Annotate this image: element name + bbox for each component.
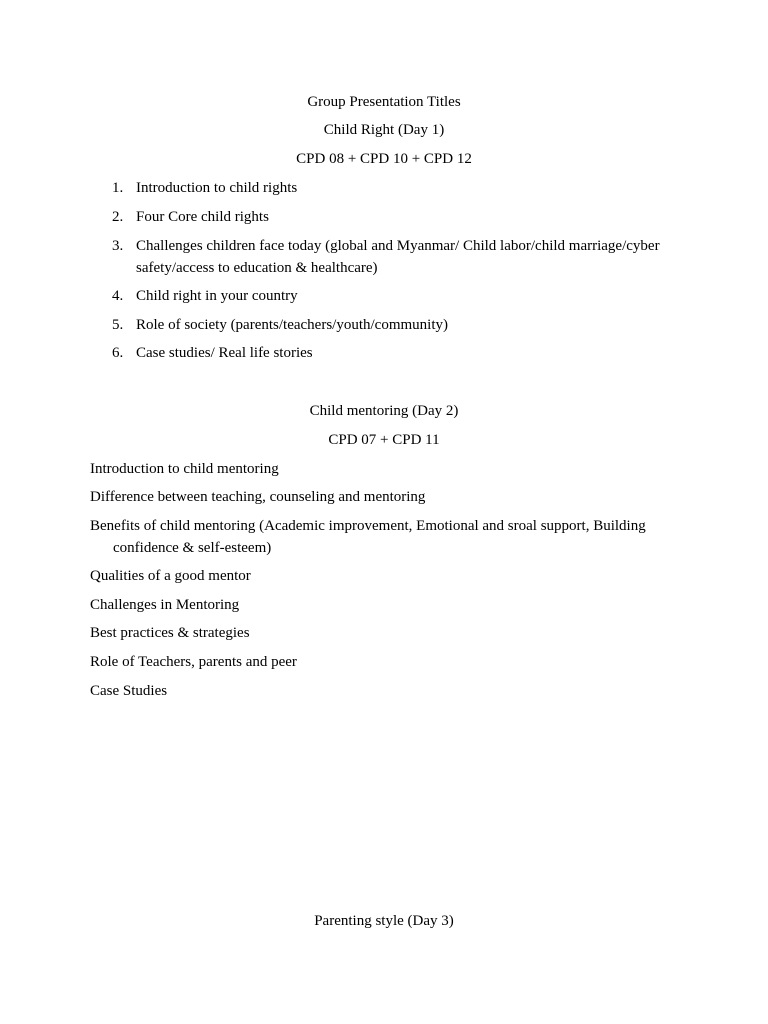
list-item-number: 6.	[112, 345, 124, 361]
document-title: Group Presentation Titles	[307, 94, 461, 110]
list-item-number: 1.	[112, 180, 124, 196]
list-item: Introduction to child mentoring	[90, 461, 279, 477]
section-day1-cpd: CPD 08 + CPD 10 + CPD 12	[296, 151, 472, 167]
list-item-number: 2.	[112, 209, 124, 225]
list-item: Benefits of child mentoring (Academic improvement, Emotional and sroal support, Building confidence & self-esteem)	[90, 518, 646, 556]
list-item-text: Challenges children face today (global and Myanmar/ Child labor/child marriage/cyber safety/access to education & healthcare)	[136, 238, 660, 276]
section-day2-heading: Child mentoring (Day 2)	[309, 403, 459, 419]
list-item: Difference between teaching, counseling and mentoring	[90, 489, 426, 505]
list-item: Role of Teachers, parents and peer	[90, 654, 297, 670]
list-item-number: 4.	[112, 288, 124, 304]
list-item-number: 5.	[112, 317, 124, 333]
list-item-text: Four Core child rights	[136, 209, 269, 225]
section-day2-cpd: CPD 07 + CPD 11	[328, 432, 440, 448]
section-day1-heading: Child Right (Day 1)	[323, 122, 445, 138]
list-item: Qualities of a good mentor	[90, 568, 251, 584]
list-item: Challenges in Mentoring	[90, 597, 240, 613]
list-item-text: Child right in your country	[136, 288, 298, 304]
list-item-text: Introduction to child rights	[136, 180, 298, 196]
list-item-text: Case studies/ Real life stories	[136, 345, 313, 361]
list-item-number: 3.	[112, 238, 124, 254]
list-item-text: Role of society (parents/teachers/youth/community)	[136, 317, 448, 333]
list-item: Best practices & strategies	[90, 625, 250, 641]
section-day3-heading: Parenting style (Day 3)	[314, 913, 454, 929]
list-item: Case Studies	[90, 683, 168, 699]
